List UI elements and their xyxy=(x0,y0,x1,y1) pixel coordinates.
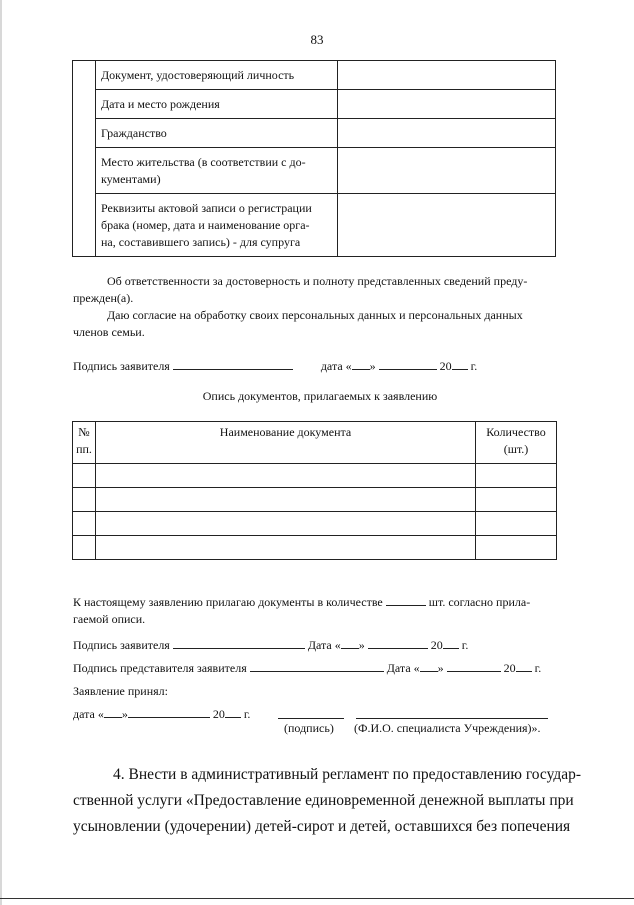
day-field[interactable] xyxy=(420,660,438,672)
row-value-marriage-record[interactable] xyxy=(338,194,556,257)
inventory-title: Опись документов, прилагаемых к заявлению xyxy=(202,389,438,403)
applicant-signature-field[interactable] xyxy=(173,358,293,370)
year-field[interactable] xyxy=(443,637,459,649)
month-field[interactable] xyxy=(379,358,437,370)
inventory-header-row xyxy=(73,422,557,464)
applicant-signature-line-2: Подпись заявителя Дата « » 20 г. xyxy=(73,638,469,652)
representative-signature-line: Подпись представителя заявителя Дата « » 20 г. xyxy=(73,661,542,675)
item-4-paragraph: 4. Внести в административный регламент по предоставлению государ- ственной услуги «Предоставление единовременной денежной выплаты при усыновлении (удочерении) детей-сирот и детей, оставшихся без попечения xyxy=(73,766,582,835)
table-row xyxy=(73,536,557,560)
table-row xyxy=(73,512,557,536)
personal-details-table xyxy=(72,60,556,257)
month-field[interactable] xyxy=(128,706,210,718)
year-field[interactable] xyxy=(452,358,468,370)
col-document-name-header: Наименование документа xyxy=(96,422,476,464)
table-row xyxy=(73,119,556,148)
table-row xyxy=(73,194,556,257)
col-number-header: № пп. xyxy=(73,422,96,464)
accepted-date-line: дата « » 20 г. xyxy=(73,707,251,721)
table-row xyxy=(73,148,556,194)
table-row xyxy=(73,61,556,90)
scan-bottom-edge xyxy=(0,898,634,899)
year-field[interactable] xyxy=(516,660,532,672)
page-number: 83 xyxy=(310,32,324,47)
table-row xyxy=(73,90,556,119)
row-value-citizenship[interactable] xyxy=(338,119,556,148)
table-row xyxy=(73,488,557,512)
day-field[interactable] xyxy=(104,706,122,718)
specialist-signature-field[interactable] xyxy=(278,718,344,719)
document-count-field[interactable] xyxy=(386,594,426,606)
applicant-signature-line: Подпись заявителя дата « » 20 г. xyxy=(73,359,478,373)
month-field[interactable] xyxy=(447,660,501,672)
table-row xyxy=(73,464,557,488)
applicant-signature-field-2[interactable] xyxy=(173,637,305,649)
inventory-table xyxy=(72,421,557,560)
day-field[interactable] xyxy=(352,358,370,370)
row-label-identity-document: Документ, удостоверяющий личность xyxy=(96,61,338,90)
row-value-birth-date-place[interactable] xyxy=(338,90,556,119)
col-quantity-header: Количество (шт.) xyxy=(476,422,557,464)
row-value-residence[interactable] xyxy=(338,148,556,194)
month-field[interactable] xyxy=(368,637,428,649)
day-field[interactable] xyxy=(341,637,359,649)
specialist-name-field[interactable] xyxy=(356,718,548,719)
signature-caption: (подпись) xyxy=(284,721,334,735)
year-field[interactable] xyxy=(225,706,241,718)
row-label-marriage-record: Реквизиты актовой записи о регистрации брака (номер, дата и наименование орга- на, составившего запись) - для супруга xyxy=(96,194,338,257)
accepted-by-label: Заявление принял: xyxy=(73,684,168,698)
responsibility-paragraph: Об ответственности за достоверность и полноту представленных сведений преду- прежден(а). Даю согласие на обработку своих персональных данных и персональных данных членов семьи. xyxy=(73,274,528,339)
representative-signature-field[interactable] xyxy=(250,660,384,672)
specialist-name-caption: (Ф.И.О. специалиста Учреждения)». xyxy=(354,721,541,735)
scan-left-edge xyxy=(0,0,2,905)
row-value-identity-document[interactable] xyxy=(338,61,556,90)
attached-documents-statement: К настоящему заявлению прилагаю документы в количестве шт. согласно прила- гаемой описи. xyxy=(73,595,531,626)
row-label-birth-date-place: Дата и место рождения xyxy=(96,90,338,119)
row-label-residence: Место жительства (в соответствии с до- кументами) xyxy=(96,148,338,194)
row-label-citizenship: Гражданство xyxy=(96,119,338,148)
